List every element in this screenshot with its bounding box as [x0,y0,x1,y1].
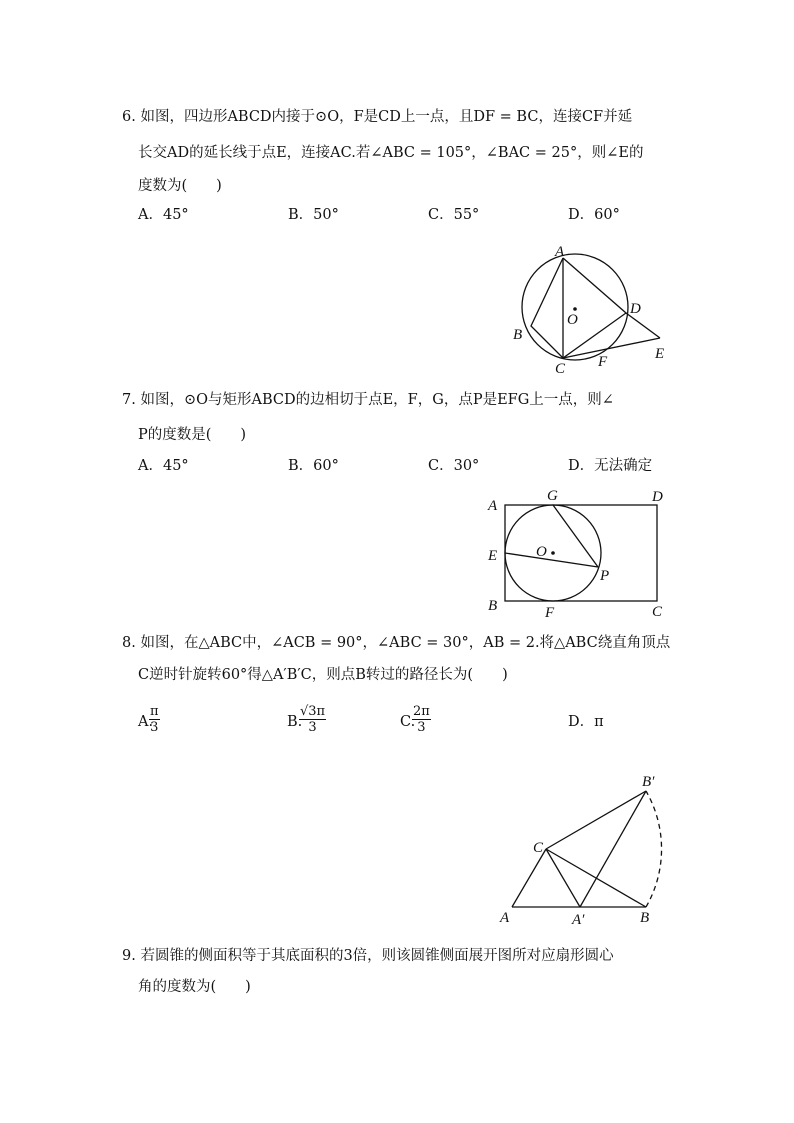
q9-line-2: 角的度数为( ) [138,979,251,995]
q6-line-2: 长交AD的延长线于点E，连接AC.若∠ABC = 105°，∠BAC = 25°，则∠E的 [138,145,644,161]
q7-label-f: F [545,605,555,620]
q8-option-a-fraction [149,704,160,735]
q7-option-a: A．45° [138,458,189,474]
q6-option-b: B．50° [288,207,339,223]
q7-segment-gp [553,505,598,567]
q8-option-b-numerator: √3π [300,704,326,719]
q7-label-c: C [652,604,663,620]
q8-segment-a-prime-b-prime [580,791,646,907]
q8-label-a-prime: A′ [572,912,585,928]
q6-line-1: 6. 如图，四边形ABCD内接于⊙O，F是CD上一点，且DF = BC，连接CF并延 [122,109,633,125]
q7-option-c: C．30° [428,458,480,474]
q7-line-1: 7. 如图，⊙O与矩形ABCD的边相切于点E，F，G，点P是EFG上一点，则∠ [122,392,614,408]
q8-option-d: D．π [568,714,604,730]
q6-label-b: B [513,327,523,343]
q7-label-a: A [488,498,498,514]
q7-option-d: D．无法确定 [568,458,653,474]
q6-label-e: E [655,346,665,362]
q7-figure [485,485,675,620]
q8-option-b-denominator: 3 [308,720,317,735]
q8-option-a-prefix: A. [138,714,154,730]
q8-option-b-fraction [299,704,326,735]
q8-arc-bb-prime [646,791,662,907]
q6-figure [505,240,680,380]
q8-segment-ca-prime [546,849,580,907]
q8-option-a-denominator: 3 [150,720,159,735]
q9-line-1: 9. 若圆锥的侧面积等于其底面积的3倍，则该圆锥侧面展开图所对应扇形圆心 [122,948,614,964]
q7-segment-ep [505,553,598,567]
q6-option-c: C．55° [428,207,480,223]
q6-label-a: A [555,244,565,260]
q8-option-c-fraction [412,704,431,735]
q7-rectangle [505,505,657,601]
q8-figure [495,765,675,930]
q8-segment-cb-prime [546,791,646,849]
q8-option-c-denominator: 3 [417,720,426,735]
q8-option-a-numerator: π [150,704,159,719]
q6-center-dot [573,307,577,311]
q8-line-1: 8. 如图，在△ABC中，∠ACB = 90°，∠ABC = 30°，AB = 2.将△ABC绕直角顶点 [122,635,671,651]
q6-option-d: D．60° [568,207,620,223]
q8-label-a: A [500,910,510,926]
q6-circle [522,254,628,360]
q8-line-2: C逆时针旋转60°得△A′B′C，则点B转过的路径长为( ) [138,667,508,683]
q7-label-d: D [652,489,663,505]
q6-quad-abcd [531,258,626,358]
q7-option-b: B．60° [288,458,339,474]
q7-line-2: P的度数是( ) [138,427,247,443]
q7-label-p: P [600,568,610,584]
q6-line-3: 度数为( ) [138,178,222,194]
q6-label-c: C [555,361,566,377]
q7-label-b: B [488,598,498,614]
q7-center-dot [551,551,555,555]
q8-option-b-prefix: B. [287,714,303,730]
q8-option-c-prefix: C. [400,714,416,730]
q6-label-o: O [567,312,578,328]
q7-label-o: O [536,544,547,560]
q7-label-g: G [547,488,558,504]
q8-option-c-numerator: 2π [413,704,430,719]
q8-label-c: C [533,840,544,856]
q6-label-f: F [598,354,608,370]
q8-segment-ac [512,849,546,907]
q6-option-a: A．45° [138,207,189,223]
q8-label-b-prime: B′ [642,774,655,790]
q7-label-e: E [488,548,498,564]
q6-label-d: D [630,301,641,317]
q8-label-b: B [640,910,650,926]
